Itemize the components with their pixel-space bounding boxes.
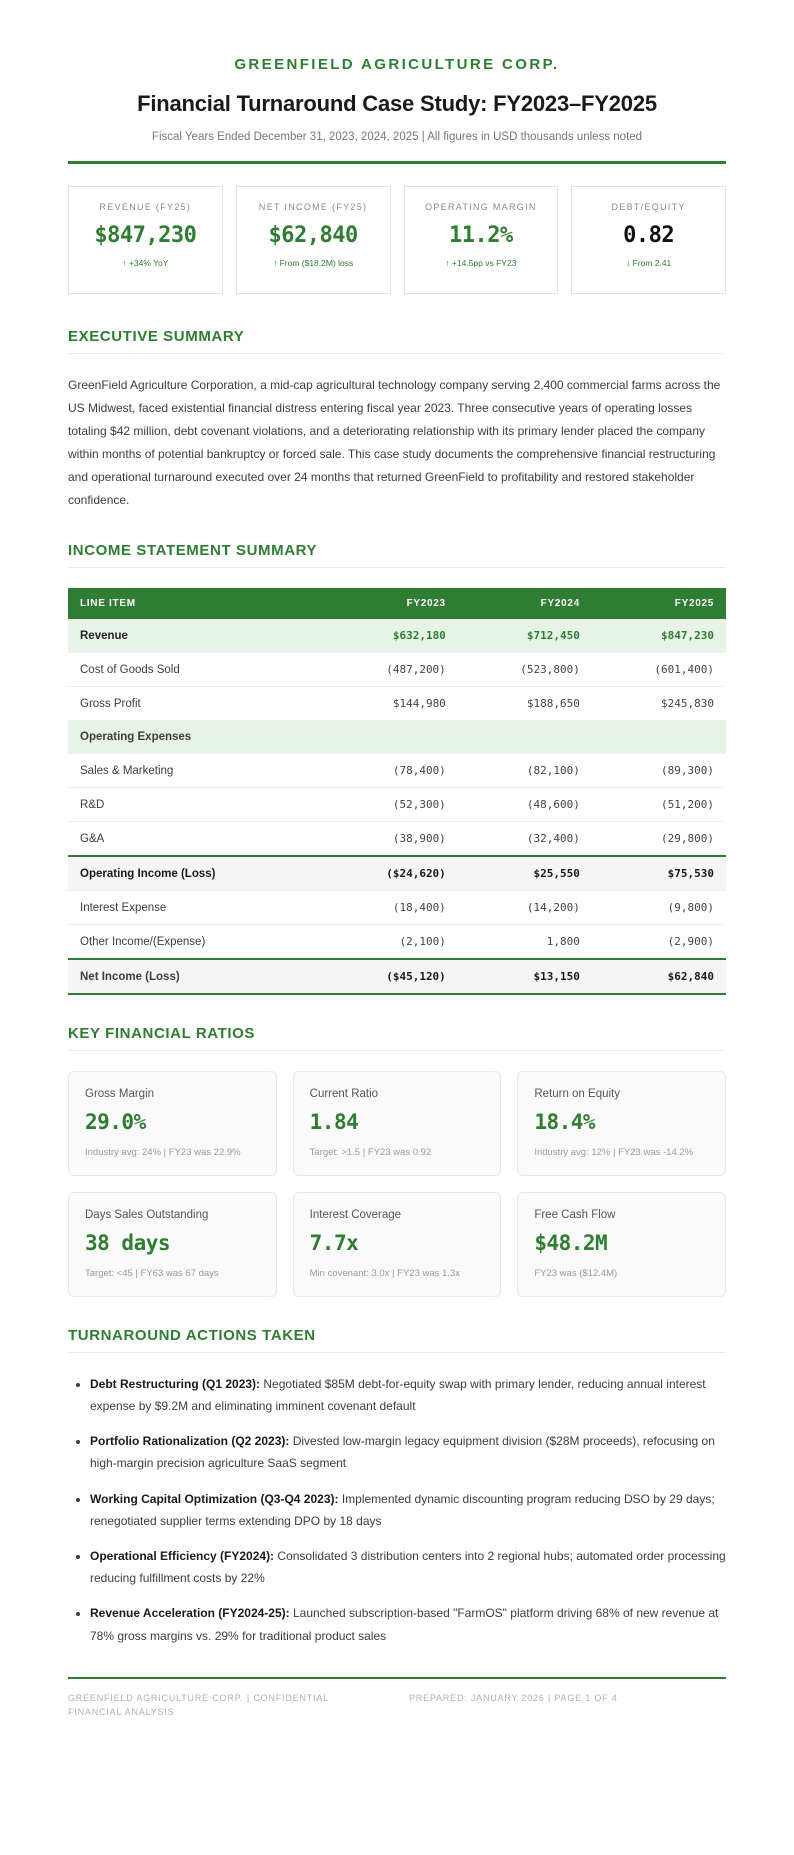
- section-divider: [68, 1050, 726, 1051]
- column-header-line-item: LINE ITEM: [68, 588, 324, 619]
- action-title: Operational Efficiency (FY2024):: [90, 1549, 275, 1564]
- row-value-fy2024: (48,600): [458, 788, 592, 822]
- action-text: Implemented dynamic discounting program reducing DSO by 29 days; renegotiated supplier terms extending DPO by 18 days: [90, 1491, 715, 1528]
- income-statement-table: [68, 588, 726, 995]
- row-value-fy2023: (78,400): [324, 754, 458, 788]
- table-group-row: [68, 721, 726, 754]
- ratio-note: FY23 was ($12.4M): [534, 1268, 618, 1280]
- kpi-delta: ↓ From 2.41: [625, 258, 672, 269]
- row-label: Gross Profit: [68, 687, 324, 721]
- row-value-fy2023: (487,200): [324, 653, 458, 687]
- section-divider: [68, 353, 726, 354]
- row-value-fy2025: $847,230: [592, 619, 726, 653]
- row-value-fy2023: $632,180: [324, 619, 458, 653]
- row-value-fy2024: $13,150: [458, 959, 592, 994]
- section-heading-executive-summary: EXECUTIVE SUMMARY: [68, 328, 245, 345]
- table-row: [68, 754, 726, 788]
- row-value-fy2023: [324, 721, 458, 754]
- action-text: Negotiated $85M debt-for-equity swap with primary lender, reducing annual interest expense by $9.2M and eliminating imminent covenant default: [90, 1376, 706, 1414]
- row-value-fy2023: $144,980: [324, 687, 458, 721]
- list-item: [90, 1545, 726, 1589]
- kpi-value: $847,230: [94, 223, 197, 249]
- action-text: Launched subscription-based "FarmOS" platform driving 68% of new revenue at 78% gross margins vs. 29% for traditional product sales: [90, 1606, 719, 1643]
- row-value-fy2024: (32,400): [458, 822, 592, 857]
- row-value-fy2024: 1,800: [458, 925, 592, 960]
- ratio-card-grid: [68, 1071, 726, 1297]
- row-label: G&A: [68, 822, 324, 857]
- row-label: Operating Income (Loss): [68, 856, 324, 891]
- row-value-fy2025: [592, 721, 726, 754]
- section-heading-income-statement: INCOME STATEMENT SUMMARY: [68, 542, 318, 560]
- kpi-value: 11.2%: [449, 223, 513, 249]
- row-value-fy2024: $188,650: [458, 687, 592, 721]
- table-row: [68, 653, 726, 687]
- header-divider: [68, 161, 726, 164]
- table-row: [68, 788, 726, 822]
- row-value-fy2025: $62,840: [592, 959, 726, 994]
- footer-right-text: PREPARED: JANUARY 2026 | PAGE 1 OF 4: [409, 1692, 618, 1703]
- row-label: Other Income/(Expense): [68, 925, 324, 960]
- turnaround-actions-section: [68, 1327, 726, 1647]
- row-value-fy2023: ($45,120): [324, 959, 458, 994]
- table-row: [68, 891, 726, 925]
- list-item: [90, 1602, 726, 1646]
- row-value-fy2024: $712,450: [458, 619, 592, 653]
- row-label: R&D: [68, 788, 324, 822]
- key-ratios-section: [68, 1025, 726, 1297]
- kpi-card-operating-margin: [404, 186, 559, 294]
- row-value-fy2025: (51,200): [592, 788, 726, 822]
- kpi-delta: ↑ +14.5pp vs FY23: [445, 258, 517, 269]
- ratio-card-interest-coverage: [293, 1192, 502, 1297]
- column-header-fy2024: FY2024: [458, 588, 592, 619]
- document-footer: [68, 1691, 726, 1720]
- ratio-note: Industry avg: 12% | FY23 was -14.2%: [534, 1147, 694, 1159]
- footer-left-text: GREENFIELD AGRICULTURE CORP. | CONFIDENTIAL FINANCIAL ANALYSIS: [68, 1692, 329, 1718]
- company-name: GREENFIELD AGRICULTURE CORP.: [234, 56, 560, 73]
- ratio-note: Min covenant: 3.0x | FY23 was 1.3x: [309, 1268, 460, 1280]
- ratio-card-days-sales-outstanding: [68, 1192, 277, 1297]
- row-value-fy2023: (38,900): [324, 822, 458, 857]
- kpi-label: DEBT/EQUITY: [611, 202, 686, 212]
- row-label: Operating Expenses: [68, 721, 324, 754]
- row-label: Revenue: [68, 619, 324, 653]
- action-title: Revenue Acceleration (FY2024-25):: [90, 1606, 290, 1621]
- table-subtotal-row: [68, 856, 726, 891]
- income-statement-section: [68, 542, 726, 995]
- ratio-value: 7.7x: [309, 1231, 359, 1256]
- ratio-card-return-on-equity: [517, 1071, 726, 1176]
- table-row: [68, 925, 726, 960]
- turnaround-actions-list: [68, 1373, 726, 1647]
- row-label: Interest Expense: [68, 891, 324, 925]
- section-divider: [68, 1352, 726, 1353]
- section-divider: [68, 567, 726, 568]
- row-value-fy2025: (601,400): [592, 653, 726, 687]
- list-item: [90, 1430, 726, 1474]
- ratio-value: 29.0%: [85, 1110, 146, 1135]
- row-value-fy2024: (82,100): [458, 754, 592, 788]
- row-value-fy2023: (18,400): [324, 891, 458, 925]
- ratio-note: Target: <45 | FY63 was 67 days: [85, 1268, 219, 1280]
- row-value-fy2025: (89,300): [592, 754, 726, 788]
- ratio-label: Return on Equity: [534, 1088, 620, 1101]
- kpi-label: OPERATING MARGIN: [425, 202, 537, 212]
- ratio-value: 38 days: [85, 1231, 171, 1256]
- action-title: Debt Restructuring (Q1 2023):: [90, 1376, 261, 1391]
- ratio-label: Current Ratio: [309, 1088, 379, 1101]
- kpi-label: NET INCOME (FY25): [258, 202, 368, 212]
- page-title: Financial Turnaround Case Study: FY2023–FY2025: [137, 91, 657, 116]
- ratio-value: 1.84: [309, 1110, 359, 1135]
- ratio-card-current-ratio: [293, 1071, 502, 1176]
- kpi-summary-row: [68, 186, 726, 294]
- table-header: [68, 588, 726, 619]
- action-text: Divested low-margin legacy equipment division ($28M proceeds), refocusing on high-margin precision agriculture SaaS segment: [90, 1434, 715, 1471]
- row-value-fy2024: $25,550: [458, 856, 592, 891]
- ratio-label: Free Cash Flow: [534, 1209, 616, 1222]
- column-header-fy2023: FY2023: [324, 588, 458, 619]
- table-row: [68, 822, 726, 857]
- row-value-fy2025: $245,830: [592, 687, 726, 721]
- kpi-card-revenue: [68, 186, 223, 294]
- row-value-fy2024: (523,800): [458, 653, 592, 687]
- list-item: [90, 1373, 726, 1417]
- table-body: [68, 619, 726, 994]
- action-title: Portfolio Rationalization (Q2 2023):: [90, 1434, 290, 1449]
- row-value-fy2023: (52,300): [324, 788, 458, 822]
- ratio-value: 18.4%: [534, 1110, 596, 1135]
- row-value-fy2025: (2,900): [592, 925, 726, 960]
- row-label: Cost of Goods Sold: [68, 653, 324, 687]
- ratio-card-gross-margin: [68, 1071, 277, 1176]
- document-header: [68, 56, 726, 143]
- kpi-value: $62,840: [268, 223, 358, 249]
- executive-summary-section: [68, 328, 726, 512]
- row-label: Net Income (Loss): [68, 959, 324, 994]
- ratio-note: Target: >1.5 | FY23 was 0.92: [309, 1147, 432, 1159]
- kpi-card-net-income: [236, 186, 391, 294]
- ratio-value: $48.2M: [534, 1231, 608, 1256]
- row-value-fy2025: (9,800): [592, 891, 726, 925]
- kpi-card-debt-equity: [571, 186, 726, 294]
- row-value-fy2025: $75,530: [592, 856, 726, 891]
- section-heading-turnaround-actions: TURNAROUND ACTIONS TAKEN: [68, 1326, 316, 1344]
- column-header-fy2025: FY2025: [592, 588, 726, 619]
- kpi-delta: ↑ +34% YoY: [122, 258, 169, 269]
- ratio-label: Interest Coverage: [309, 1209, 402, 1222]
- table-row: [68, 687, 726, 721]
- kpi-delta: ↑ From ($18.2M) loss: [272, 258, 354, 269]
- row-label: Sales & Marketing: [68, 754, 324, 788]
- row-value-fy2023: ($24,620): [324, 856, 458, 891]
- ratio-label: Days Sales Outstanding: [85, 1209, 209, 1222]
- kpi-value: 0.82: [623, 223, 675, 249]
- action-text: Consolidated 3 distribution centers into 2 regional hubs; automated order processing reducing fulfillment costs by 22%: [90, 1549, 726, 1586]
- ratio-card-free-cash-flow: [517, 1192, 726, 1297]
- footer-divider: [68, 1677, 726, 1679]
- row-value-fy2023: (2,100): [324, 925, 458, 960]
- executive-summary-body: GreenField Agriculture Corporation, a mid-cap agricultural technology company serving 2,400 commercial farms across the US Midwest, faced existential financial distress entering fiscal year 2023. Three consecutive years of operating losses totaling $42 million, debt covenant violations, and a deteriorating relationship with its primary lender placed the company within months of potential bankruptcy or forced sale. This case study documents the comprehensive financial restructuring and operational turnaround executed over 24 months that returned GreenField to profitability and restored stakeholder confidence.: [68, 378, 721, 508]
- table-total-row: [68, 959, 726, 994]
- table-header-row: [68, 588, 726, 619]
- ratio-label: Gross Margin: [85, 1088, 155, 1101]
- table-row: [68, 619, 726, 653]
- kpi-label: REVENUE (FY25): [99, 202, 192, 212]
- row-value-fy2024: (14,200): [458, 891, 592, 925]
- action-title: Working Capital Optimization (Q3-Q4 2023):: [90, 1491, 339, 1506]
- row-value-fy2025: (29,800): [592, 822, 726, 857]
- list-item: [90, 1488, 726, 1532]
- document-subtitle: Fiscal Years Ended December 31, 2023, 2024, 2025 | All figures in USD thousands unless noted: [151, 131, 643, 143]
- section-heading-key-ratios: KEY FINANCIAL RATIOS: [68, 1025, 256, 1043]
- ratio-note: Industry avg: 24% | FY23 was 22.9%: [85, 1147, 241, 1159]
- row-value-fy2024: [458, 721, 592, 754]
